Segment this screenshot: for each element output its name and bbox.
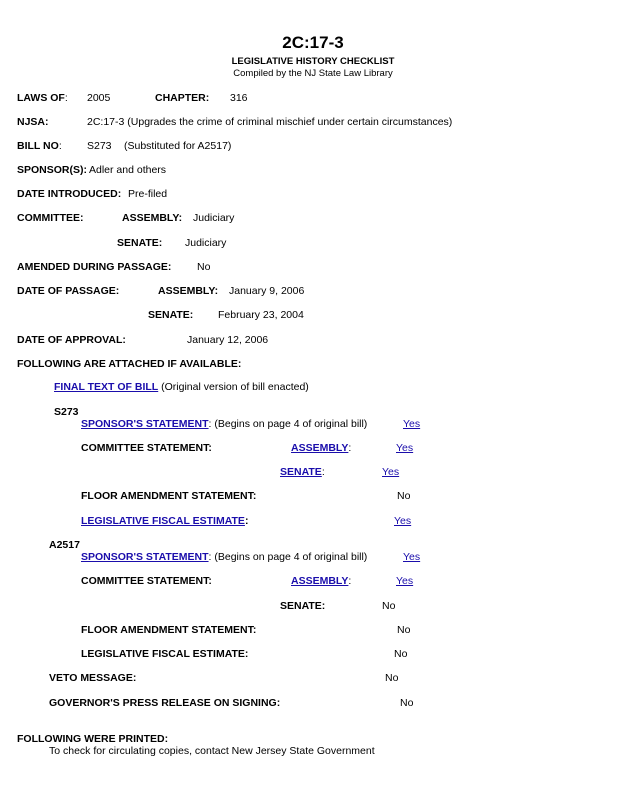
a2517-sponsor-yes-link[interactable]: Yes [403, 551, 421, 563]
laws-of-label: LAWS OF [17, 92, 65, 104]
s273-assembly-row [291, 442, 351, 455]
page-subtitle: LEGISLATIVE HISTORY CHECKLIST [231, 56, 395, 67]
a2517-senate-label: SENATE: [280, 600, 326, 612]
a2517-floor-label: FLOOR AMENDMENT STATEMENT: [81, 624, 257, 636]
s273-senate-link[interactable]: SENATE [280, 466, 322, 478]
a2517-sponsor-note: : (Begins on page 4 of original bill) [208, 551, 368, 563]
s273-committee-label: COMMITTEE STATEMENT: [81, 442, 212, 454]
s273-sponsor-row [81, 418, 367, 431]
s273-sponsor-yes-link[interactable]: Yes [403, 418, 421, 430]
s273-fiscal-yes-link[interactable]: Yes [394, 515, 412, 527]
a2517-fiscal-label: LEGISLATIVE FISCAL ESTIMATE: [81, 648, 249, 660]
date-of-passage-label: DATE OF PASSAGE: [17, 285, 120, 297]
s273-senate-yes-link[interactable]: Yes [382, 466, 400, 478]
a2517-senate-value: No [382, 600, 396, 612]
final-text-link[interactable]: FINAL TEXT OF BILL [54, 381, 159, 393]
laws-of-colon: : [64, 92, 68, 104]
bill-no-number: S273 [87, 140, 112, 152]
s273-assembly-link[interactable]: ASSEMBLY [291, 442, 349, 454]
committee-assembly-value: Judiciary [193, 212, 235, 224]
a2517-assembly-link[interactable]: ASSEMBLY [291, 575, 349, 587]
page-title: 2C:17-3 [282, 33, 344, 52]
a2517-assembly-colon: : [348, 575, 352, 587]
printed-note: To check for circulating copies, contact New Jersey State Government [49, 745, 375, 757]
committee-senate-label: SENATE: [117, 237, 163, 249]
bill-no-note: (Substituted for A2517) [124, 140, 232, 152]
s273-senate-row [280, 466, 325, 479]
sponsors-label: SPONSOR(S): [17, 164, 88, 176]
governor-value: No [400, 697, 414, 709]
s273-fiscal-row [81, 515, 248, 528]
laws-of-year: 2005 [87, 92, 111, 104]
laws-of-label-group [17, 92, 68, 105]
sponsors-value: Adler and others [89, 164, 167, 176]
chapter-value: 316 [230, 92, 248, 104]
amended-value: No [197, 261, 211, 273]
s273-fiscal-colon: : [244, 515, 249, 527]
s273-sponsor-note: : (Begins on page 4 of original bill) [208, 418, 368, 430]
s273-floor-value: No [397, 490, 411, 502]
compiled-by: Compiled by the NJ State Law Library [233, 68, 393, 79]
passage-assembly-value: January 9, 2006 [229, 285, 305, 297]
amended-label: AMENDED DURING PASSAGE: [17, 261, 172, 273]
bill-no-label: BILL NO [17, 140, 59, 152]
a2517-assembly-yes-link[interactable]: Yes [396, 575, 414, 587]
a2517-committee-label: COMMITTEE STATEMENT: [81, 575, 212, 587]
s273-label: S273 [54, 406, 79, 418]
a2517-label: A2517 [49, 539, 80, 551]
bill-no-colon: : [58, 140, 62, 152]
s273-senate-colon: : [321, 466, 325, 478]
s273-fiscal-link[interactable]: LEGISLATIVE FISCAL ESTIMATE [81, 515, 245, 527]
attached-heading: FOLLOWING ARE ATTACHED IF AVAILABLE: [17, 358, 242, 370]
date-introduced-label: DATE INTRODUCED: [17, 188, 122, 200]
final-text-row [54, 381, 309, 394]
veto-value: No [385, 672, 399, 684]
s273-assembly-colon: : [348, 442, 352, 454]
governor-label: GOVERNOR'S PRESS RELEASE ON SIGNING: [49, 697, 281, 709]
passage-senate-value: February 23, 2004 [218, 309, 304, 321]
a2517-sponsor-statement-link[interactable]: SPONSOR'S STATEMENT [81, 551, 209, 563]
bill-no-label-group [17, 140, 62, 153]
s273-assembly-yes-link[interactable]: Yes [396, 442, 414, 454]
date-of-approval-label: DATE OF APPROVAL: [17, 334, 126, 346]
a2517-assembly-row [291, 575, 351, 588]
printed-heading: FOLLOWING WERE PRINTED: [17, 733, 169, 745]
a2517-sponsor-row [81, 551, 367, 564]
veto-label: VETO MESSAGE: [49, 672, 137, 684]
date-of-approval-value: January 12, 2006 [187, 334, 269, 346]
njsa-label: NJSA: [17, 116, 49, 128]
passage-senate-label: SENATE: [148, 309, 194, 321]
passage-assembly-label: ASSEMBLY: [158, 285, 219, 297]
committee-senate-value: Judiciary [185, 237, 227, 249]
date-introduced-value: Pre-filed [128, 188, 168, 200]
committee-assembly-label: ASSEMBLY: [122, 212, 183, 224]
committee-label: COMMITTEE: [17, 212, 84, 224]
njsa-value: 2C:17-3 (Upgrades the crime of criminal mischief under certain circumstances) [87, 116, 453, 128]
a2517-fiscal-value: No [394, 648, 408, 660]
s273-floor-label: FLOOR AMENDMENT STATEMENT: [81, 490, 257, 502]
s273-sponsor-statement-link[interactable]: SPONSOR'S STATEMENT [81, 418, 209, 430]
chapter-label: CHAPTER: [155, 92, 210, 104]
final-text-note: (Original version of bill enacted) [158, 381, 309, 393]
a2517-floor-value: No [397, 624, 411, 636]
